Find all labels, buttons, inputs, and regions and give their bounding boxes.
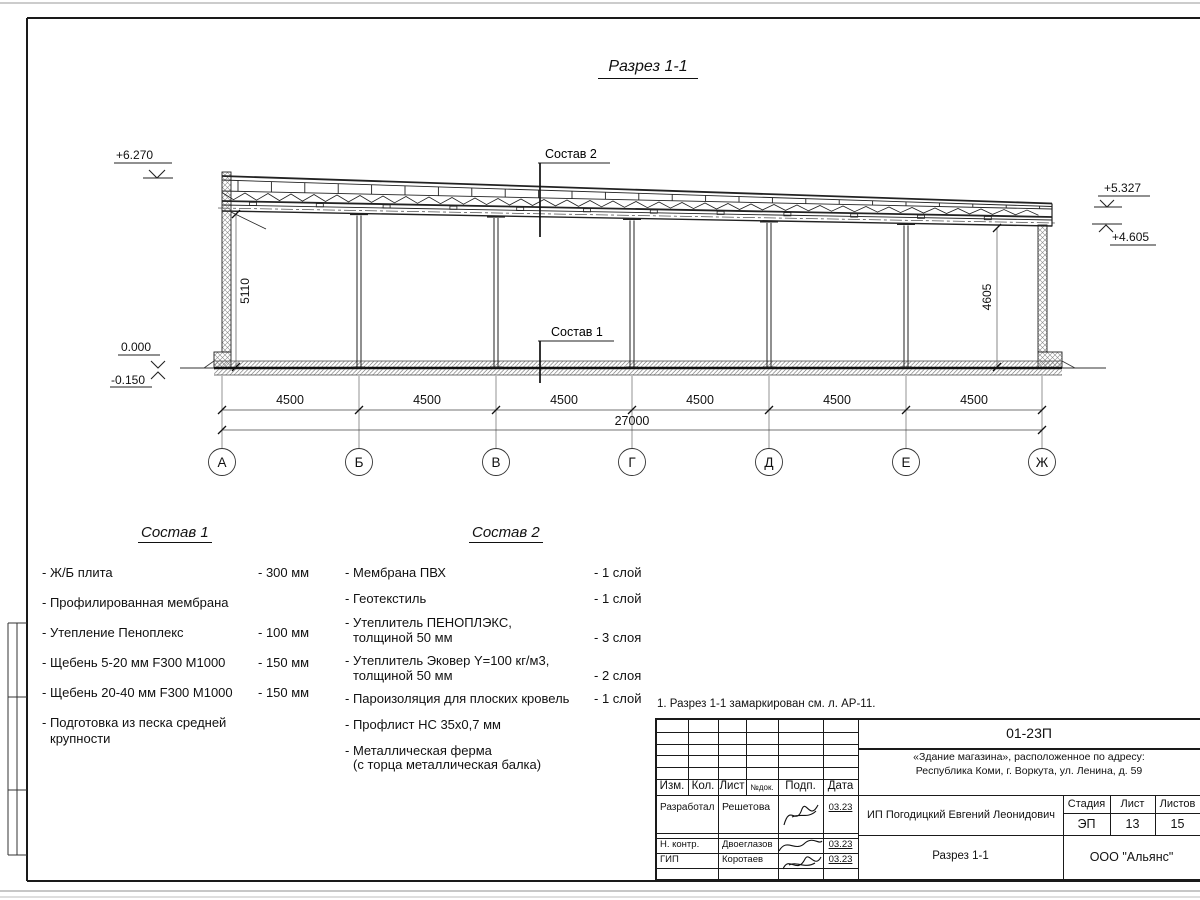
elevation-top-left: [114, 148, 173, 178]
leader-sostav1-label: Состав 1: [551, 325, 603, 339]
sheets-total: 15: [1170, 816, 1185, 831]
date-developer: 03.23: [828, 801, 853, 813]
floor-slab: [180, 361, 1106, 375]
axis-g: Г: [628, 455, 636, 470]
header-izm: Изм.: [659, 780, 685, 793]
object-address-line1: «Здание магазина», расположенное по адресу:: [913, 751, 1145, 764]
sostav2-title: Состав 2: [469, 524, 543, 543]
svg-text:-0.150: -0.150: [111, 373, 146, 387]
dim-height-left: 5110: [238, 278, 252, 304]
title-block: [655, 718, 1200, 881]
header-sheets: Листов: [1159, 797, 1196, 810]
name-developer: Решетова: [722, 801, 771, 814]
role-developer: Разработал: [660, 801, 715, 813]
client-name: ИП Погодицкий Евгений Леонидович: [867, 808, 1055, 821]
dim-bay-5: 4500: [823, 393, 851, 407]
axis-v: В: [491, 455, 501, 470]
vertical-dimensions: [236, 214, 997, 367]
drawing-title: Разрез 1-1: [598, 58, 698, 79]
company-name: ООО "Альянс": [1089, 849, 1174, 864]
drawing-sheet: Состав 2 Состав 1 +6.270 0.000 -0.150 +5.327 +4.605 5110 4605 4500 4500 4500 4500 4500 4500 27000 А Б В Г Д Е Ж Разрез 1-1 Состав 1 - Ж/Б плита - 300 мм - Профилированная мембрана - Утепление Пеноплекс - 100 мм - Щебень 5-20 мм F300 М1000 - 150 мм - Щебень 20-40 мм F300 М1000 - 150 мм - Подготовка из песка средней крупности Состав 2 - Мембрана ПВХ - 1 слой - Геотекстиль - 1 слой - Утеплитель ПЕНОПЛЭКС, толщиной 50 мм - 3 слоя - Утеплитель Эковер Y=100 кг/м3, толщиной 50 мм - 2 слоя - Пароизоляция для плоских кровель - 1 слой - Профлист НС 35х0,7 мм - Металлическая ферма (с торца металлическая балка) 1. Разрез 1-1 замаркирован см. л. АР-11. 01-23П «Здание магазина», расположенное по адресу: Республика Коми, г. Воркута, ул. Ленина, д. 59 Изм. Кол. Лист №док. Подп. Дата Разработал Решетова 03.23 Н. контр. Двоеглазов 03.23 ГИП Коротаев 03.23 ИП Погодицкий Евгений Леонидович Разрез 1-1 Стадия Лист Листов ЭП 13 15 ООО "Альянс": [0, 0, 1200, 900]
date-ncontrol: 03.23: [828, 838, 853, 850]
header-ndok: №док.: [750, 782, 774, 792]
axis-b: Б: [354, 455, 364, 470]
left-filing-boxes: [8, 623, 27, 855]
sheet-title: Разрез 1-1: [932, 850, 989, 863]
name-gip: Коротаев: [722, 854, 764, 866]
svg-text:0.000: 0.000: [121, 340, 152, 354]
role-ncontrol: Н. контр.: [660, 839, 700, 851]
dim-height-right: 4605: [980, 283, 994, 311]
right-wall: [1038, 225, 1075, 368]
roof-structure: [218, 176, 1056, 229]
axis-a: А: [217, 455, 227, 470]
name-ncontrol: Двоеглазов: [722, 839, 773, 851]
dim-bay-1: 4500: [276, 393, 304, 407]
columns: [350, 215, 915, 368]
svg-text:+4.605: +4.605: [1112, 230, 1150, 244]
axis-bubbles: [209, 449, 1056, 476]
role-gip: ГИП: [660, 854, 679, 866]
axis-e: Е: [901, 455, 911, 470]
axis-d: Д: [764, 455, 774, 470]
object-address-line2: Республика Коми, г. Воркута, ул. Ленина, д. 59: [915, 765, 1143, 778]
svg-text:+6.270: +6.270: [116, 148, 154, 162]
header-sheet: Лист: [1120, 797, 1145, 810]
stage-value: ЭП: [1077, 816, 1096, 831]
header-data: Дата: [827, 780, 854, 793]
date-gip: 03.23: [828, 853, 853, 865]
header-list: Лист: [719, 780, 745, 793]
elevation-right-top: [1094, 181, 1150, 207]
elevation-right-bottom: [1092, 224, 1156, 245]
axis-extension-lines: [222, 376, 1042, 448]
sostav1-title: Состав 1: [138, 524, 212, 543]
dim-total: 27000: [614, 414, 650, 428]
sheet-number: 13: [1125, 816, 1140, 831]
dim-bay-4: 4500: [686, 393, 714, 407]
signature-ncontrol-gip: [775, 835, 825, 879]
elevation-zero: [118, 340, 165, 368]
header-kol: Кол.: [691, 780, 715, 793]
project-code: 01-23П: [1006, 724, 1052, 741]
leader-sostav2-label: Состав 2: [545, 147, 597, 161]
elevation-marks: [110, 148, 1156, 387]
dimension-chains: [218, 210, 1046, 448]
signature-developer: [780, 797, 822, 831]
header-podp: Подп.: [785, 780, 816, 793]
dim-bay-2: 4500: [413, 393, 441, 407]
note: 1. Разрез 1-1 замаркирован см. л. АР-11.: [657, 698, 876, 710]
svg-text:+5.327: +5.327: [1104, 181, 1142, 195]
dim-bay-6: 4500: [960, 393, 988, 407]
header-stage: Стадия: [1067, 797, 1106, 810]
axis-zh: Ж: [1035, 455, 1049, 470]
dim-bay-3: 4500: [550, 393, 578, 407]
elevation-below-zero: [110, 372, 165, 387]
